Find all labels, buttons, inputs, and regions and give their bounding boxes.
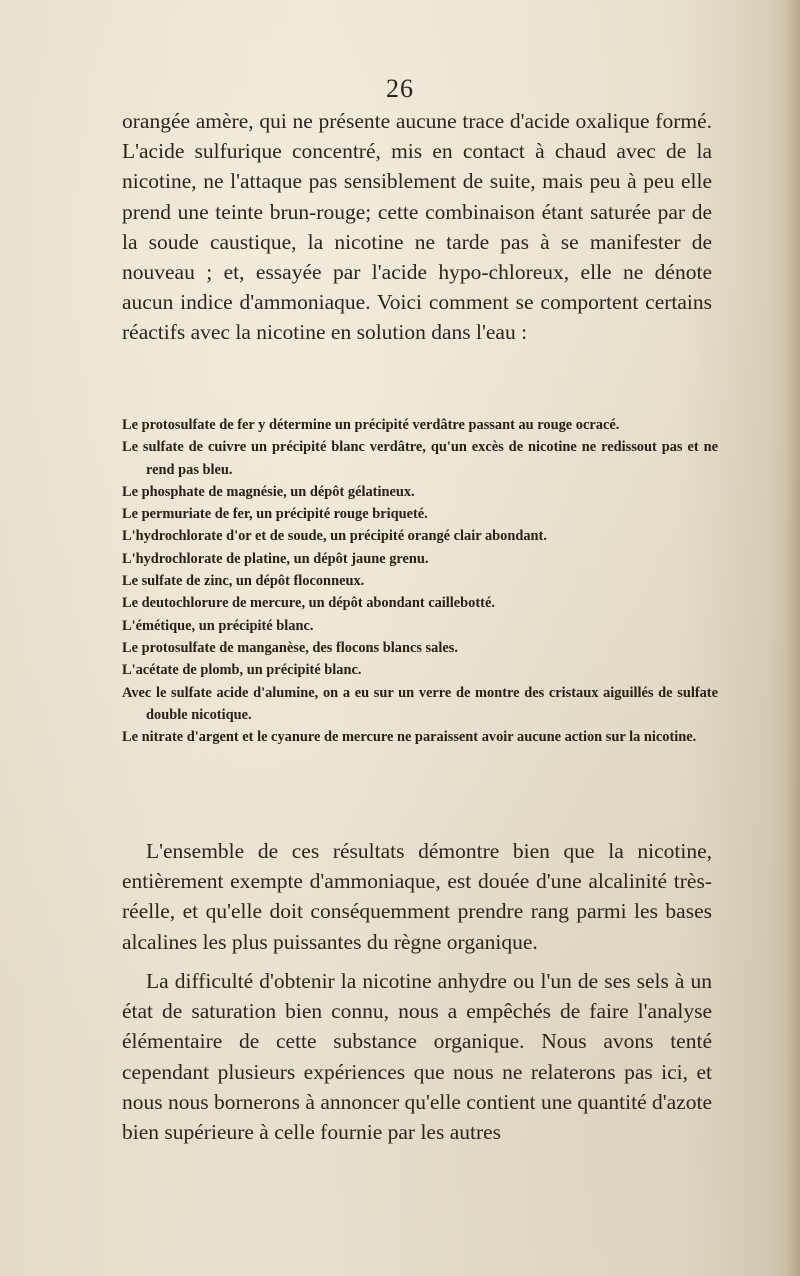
reagent-item: L'émétique, un précipité blanc. <box>122 617 314 634</box>
reagent-item: L'hydrochlorate de platine, un dépôt jaune grenu. <box>122 550 429 567</box>
reagent-item: L'acétate de plomb, un précipité blanc. <box>122 662 362 679</box>
analysis-paragraph: La difficulté d'obtenir la nicotine anhydre ou l'un de ses sels à un état de saturation bien connu, nous a empêchés de faire l'analyse élémentaire de cette substance organique. Nous avons tenté cependant plusieurs expériences que nous ne relaterons pas ici, et nous nous bornerons à annoncer qu'elle contient une quantité d'azote bien supérieure à celle fournie par les autres <box>122 969 712 1145</box>
intro-paragraph: orangée amère, qui ne présente aucune trace d'acide oxalique formé. L'acide sulfurique concentré, mis en contact à chaud avec de la nicotine, ne l'attaque pas sensiblement de suite, mais peu à peu elle prend une teinte brun-rouge; cette combinaison étant saturée par de la soude caustique, la nicotine ne tarde pas à se manifester de nouveau ; et, essayée par l'acide hypo-chloreux, elle ne dénote aucun indice d'ammoniaque. Voici comment se comportent certains réactifs avec la nicotine en solution dans l'eau : <box>122 109 712 345</box>
reagent-item: L'hydrochlorate d'or et de soude, un précipité orangé clair abondant. <box>122 528 547 545</box>
reagent-item: Le nitrate d'argent et le cyanure de mercure ne paraissent avoir aucune action sur la nicotine. <box>122 729 697 746</box>
reagent-item: Le protosulfate de fer y détermine un précipité verdâtre passant au rouge ocracé. <box>122 417 620 433</box>
reagent-item: Le deutochlorure de mercure, un dépôt abondant caillebotté. <box>122 595 495 612</box>
reagent-item: Le sulfate de cuivre un précipité blanc verdâtre, qu'un excès de nicotine ne redissout pas et ne rend pas bleu. <box>122 439 718 478</box>
page-edge-shadow <box>786 0 800 1276</box>
reagent-item: Le sulfate de zinc, un dépôt floconneux. <box>122 573 365 590</box>
reagent-item: Le phosphate de magnésie, un dépôt gélatineux. <box>122 483 415 500</box>
reagent-item: Le protosulfate de manganèse, des flocons blancs sales. <box>122 639 458 656</box>
reagent-list <box>122 414 718 748</box>
conclusion-paragraph: L'ensemble de ces résultats démontre bien que la nicotine, entièrement exempte d'ammoniaque, est douée d'une alcalinité très-réelle, et qu'elle doit conséquemment prendre rang parmi les bases alcalines les plus puissantes du règne organique. <box>122 839 712 954</box>
reagent-item: Avec le sulfate acide d'alumine, on a eu sur un verre de montre des cristaux aiguillés de sulfate double nicotique. <box>122 684 718 723</box>
reagent-item: Le permuriate de fer, un précipité rouge briqueté. <box>122 506 428 523</box>
page-number: 26 <box>386 74 414 103</box>
